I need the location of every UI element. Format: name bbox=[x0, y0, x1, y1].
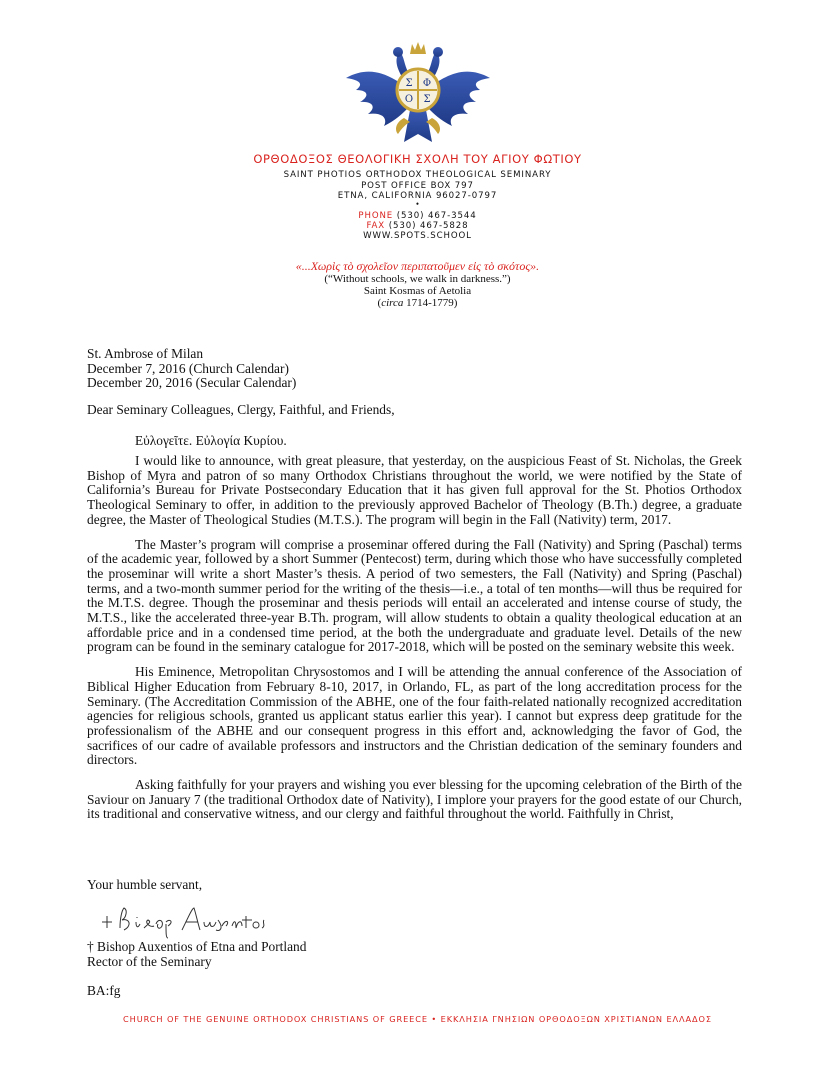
letter-date-block bbox=[87, 347, 742, 391]
emblem-letter-br: Σ bbox=[423, 94, 431, 105]
quote-dates-suffix: 1714-1779) bbox=[406, 297, 458, 309]
secular-date-line: December 20, 2016 (Secular Calendar) bbox=[87, 375, 297, 391]
emblem-letter-tl: Σ bbox=[405, 78, 413, 89]
english-seminary-title: SAINT PHOTIOS ORTHODOX THEOLOGICAL SEMINARY bbox=[283, 170, 552, 180]
greek-blessing: Εὐλογεῖτε. Εὐλογία Κυρίου. bbox=[135, 433, 287, 448]
signer-title: Rector of the Seminary bbox=[87, 953, 212, 969]
quote-dates: (circa 1714-1779) bbox=[377, 297, 458, 309]
letter-body bbox=[87, 454, 742, 832]
phone-label: PHONE bbox=[358, 211, 394, 221]
paragraph-announcement: I would like to announce, with great pleasure, that yesterday, on the auspicious Feast of St. Nicholas, the Greek Bishop of Myra and patron of so many Orthodox Christians throughout the world, we were notified by the State of California’s Bureau for Private Postsecondary Education that it has given full approval for the St. Photios Orthodox Theological Seminary to offer, in addition to the previously approved Bachelor of Theology (B.Th.) degree, a graduate degree, the Master of Theological Studies (M.T.S.). The program will begin in the Fall (Nativity) term, 2017. bbox=[87, 453, 742, 527]
salutation: Dear Seminary Colleagues, Clergy, Faithful, and Friends, bbox=[87, 402, 395, 417]
signer-block bbox=[87, 940, 742, 969]
handwritten-signature bbox=[96, 898, 296, 940]
signer-name: † Bishop Auxentios of Etna and Portland bbox=[87, 939, 307, 954]
typist-initials: BA:fg bbox=[87, 983, 121, 998]
emblem-letter-bl: Ο bbox=[404, 94, 414, 105]
paragraph-accreditation: His Eminence, Metropolitan Chrysostomos and I will be attending the annual conference of the Association of Biblical Higher Education from February 8-10, 2017, in Orlando, FL, as part of the long accreditation process for the Seminary. (The Accreditation Commission of the ABHE, one of the four faith-related nationally recognized accreditation agencies for religious schools, granted us applicant status earlier this year). I cannot but express deep gratitude for the professionalism of the ABHE and our consequent progress in this effort and, acknowledging the favor of God, the sacrifices of our cadre of available professors and instructors and the Christian dedication of the seminary founders and directors. bbox=[87, 664, 742, 768]
fax-line bbox=[0, 221, 835, 231]
closing-line: Your humble servant, bbox=[87, 877, 203, 892]
paragraph-closing-prayer: Asking faithfully for your prayers and wishing you ever blessing for the upcoming celebration of the Birth of the Saviour on January 7 (the traditional Orthodox date of Nativity), I implore your prayers for the good estate of our Church, its traditional and conservative witness, and our clergy and faithful throughout the world. Faithfully in Christ, bbox=[87, 777, 742, 822]
phone-value: (530) 467-3544 bbox=[396, 211, 477, 221]
quote-dates-prefix: circa bbox=[381, 297, 404, 309]
website: WWW.SPOTS.SCHOOL bbox=[363, 231, 472, 241]
greek-quote: «...Χωρὶς τὸ σχολεῖον περιπατοῦμεν εἰς τὸ σκότος». bbox=[295, 259, 540, 273]
footer-church-name: CHURCH OF THE GENUINE ORTHODOX CHRISTIANS OF GREECE • ΕΚΚΛΗΣΙΑ ΓΝΗΣΙΩΝ ΟΡΘΟΔΟΞΩΝ ΧΡΙΣΤΙΑΝΩΝ ΕΛΛΑΔΟΣ bbox=[123, 1014, 712, 1024]
english-quote: (“Without schools, we walk in darkness.”) bbox=[324, 273, 511, 285]
greek-seminary-title: ΟΡΘΟΔΟΞΟΣ ΘΕΟΛΟΓΙΚΗ ΣΧΟΛΗ ΤΟΥ ΑΓΙΟΥ ΦΩΤΙΟΥ bbox=[253, 152, 582, 166]
header-bullet: • bbox=[415, 199, 420, 209]
fax-label: FAX bbox=[366, 221, 386, 231]
phone-line bbox=[0, 211, 835, 221]
fax-value: (530) 467-5828 bbox=[388, 221, 469, 231]
po-box: POST OFFICE BOX 797 bbox=[361, 181, 474, 191]
church-date-line: December 7, 2016 (Church Calendar) bbox=[87, 360, 289, 376]
emblem-letter-tr: Φ bbox=[422, 78, 432, 89]
paragraph-program: The Master’s program will comprise a proseminar offered during the Fall (Nativity) and Spring (Paschal) terms of the academic year, followed by a short Summer (Pentecost) term, during which those who have successfully completed the proseminar will write a short Master’s thesis. A period of two semesters, the Fall (Nativity) and Spring (Paschal) terms, and a two-month summer period for the writing of the thesis—i.e., a total of ten months—will thus be required for the M.T.S. degree. Though the proseminar and thesis periods will entail an accelerated and intense course of study, the M.T.S., like the accelerated three-year B.Th. program, will allow students to obtain a quality theological education at an affordable price and in a condensed time period, at the both the undergraduate and graduate level. Details of the new program can be found in the seminary catalogue for 2017-2018, which will be posted on the seminary website this week. bbox=[87, 536, 742, 655]
quote-attribution: Saint Kosmas of Aetolia bbox=[363, 285, 472, 297]
double-headed-eagle-emblem bbox=[338, 38, 498, 150]
feast-line: St. Ambrose of Milan bbox=[87, 346, 204, 361]
city-address: ETNA, CALIFORNIA 96027-0797 bbox=[337, 191, 498, 201]
signature-text: + Bishop Auxentios bbox=[96, 898, 104, 899]
